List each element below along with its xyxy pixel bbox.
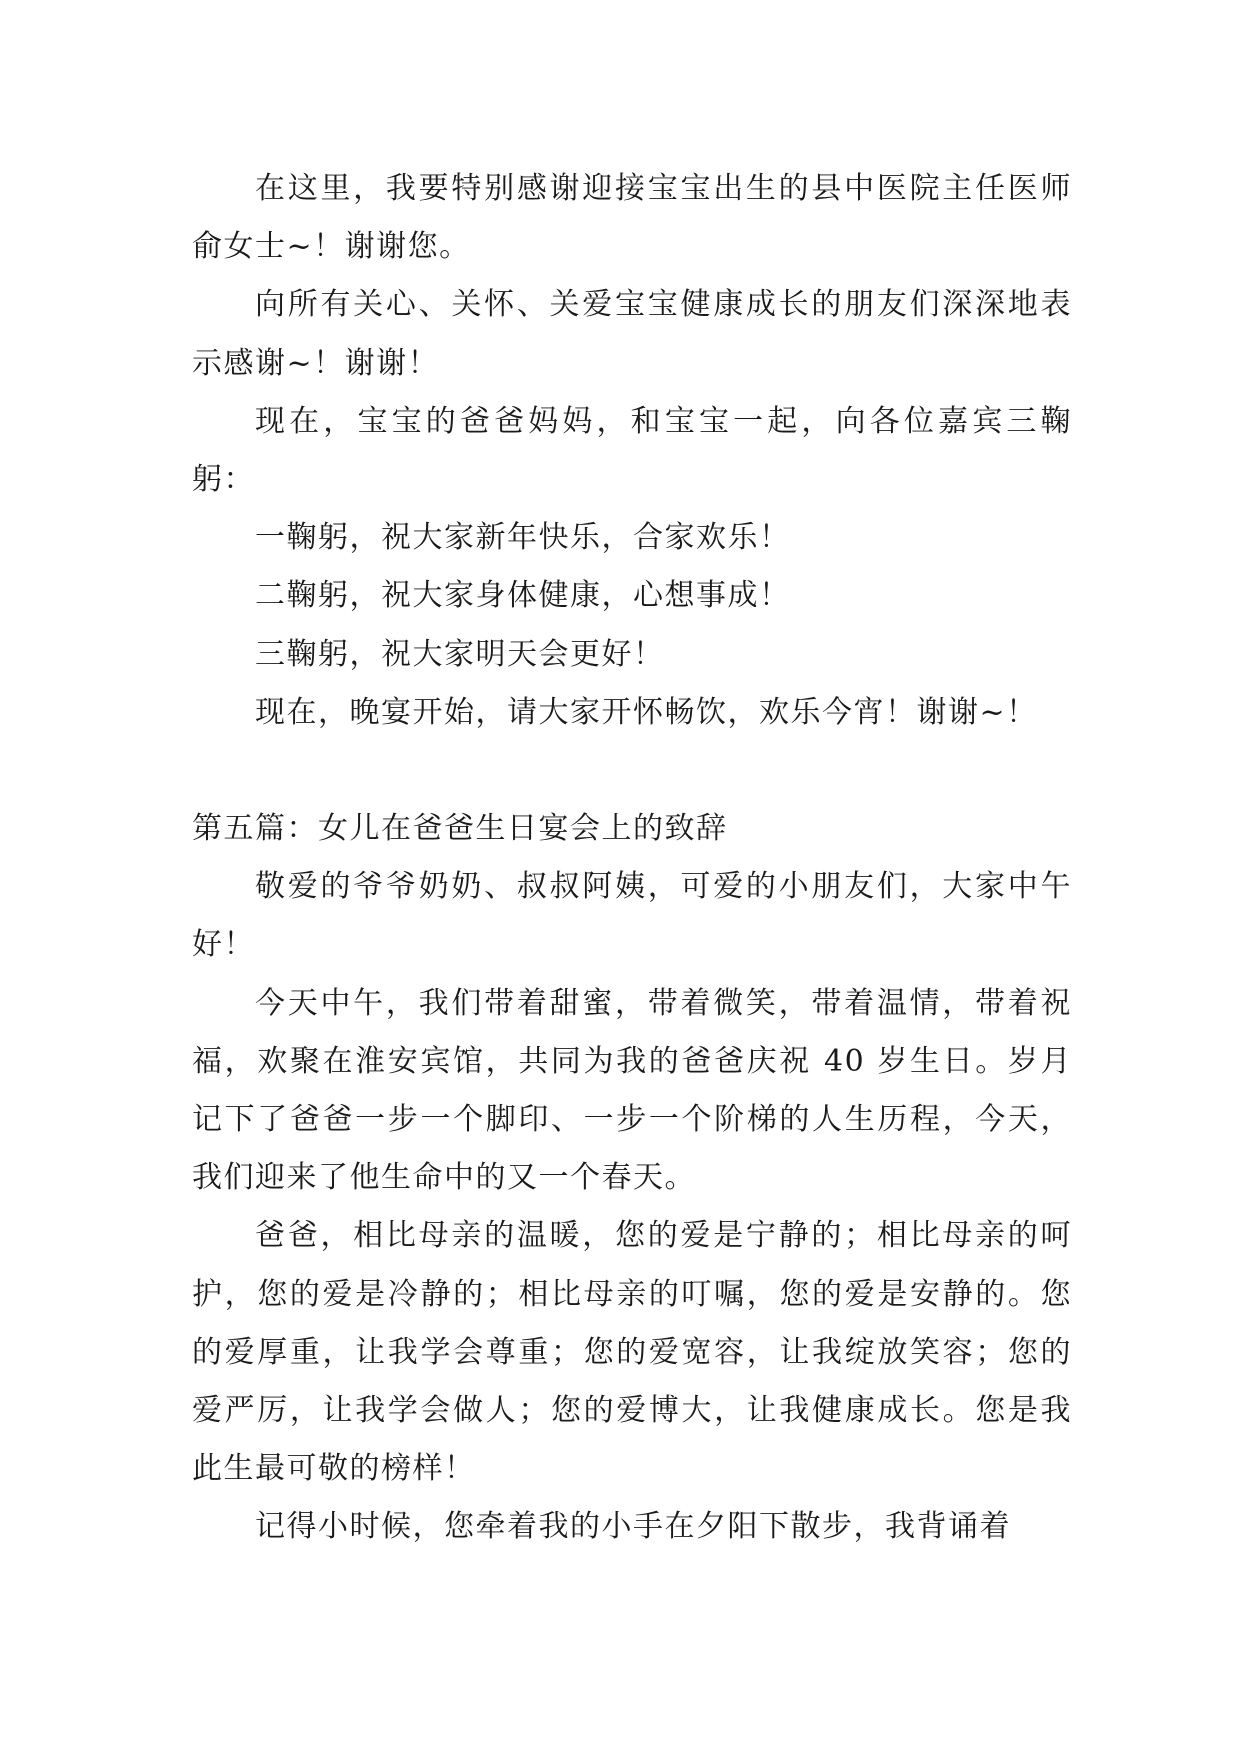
paragraph-first-bow: 一鞠躬，祝大家新年快乐，合家欢乐！ <box>255 520 791 556</box>
paragraph-three-bows: 现在，宝宝的爸爸妈妈，和宝宝一起，向各位嘉宾三鞠躬： <box>192 403 1072 498</box>
paragraph-banquet-start: 现在，晚宴开始，请大家开怀畅饮，欢乐今宵！谢谢~！ <box>255 694 1038 730</box>
paragraph-thanks-doctor: 在这里，我要特别感谢迎接宝宝出生的县中医院主任医师俞女士~！谢谢您。 <box>192 171 1072 265</box>
paragraph-father-love: 爸爸，相比母亲的温暖，您的爱是宁静的；相比母亲的呵护，您的爱是冷静的；相比母亲的叮嘱，您的爱是安静的。您的爱厚重，让我学会尊重；您的爱宽容，让我绽放笑容；您的爱严厉，让我学会做人；您的爱博大，让我健康成长。您是我此生最可敬的榜样！ <box>192 1218 1072 1487</box>
paragraph-second-bow: 二鞠躬，祝大家身体健康，心想事成！ <box>255 578 791 614</box>
section-heading: 第五篇：女儿在爸爸生日宴会上的致辞 <box>192 811 728 847</box>
paragraph-third-bow: 三鞠躬，祝大家明天会更好！ <box>255 636 665 672</box>
paragraph-celebration: 今天中午，我们带着甜蜜，带着微笑，带着温情，带着祝福，欢聚在淮安宾馆，共同为我的爸爸庆祝 40 岁生日。岁月记下了爸爸一步一个脚印、一步一个阶梯的人生历程，今天，我们迎来了他生命中的又一个春天。 <box>192 985 1072 1196</box>
paragraph-greeting: 敬爱的爷爷奶奶、叔叔阿姨，可爱的小朋友们，大家中午好！ <box>192 869 1072 963</box>
paragraph-thanks-friends: 向所有关心、关怀、关爱宝宝健康成长的朋友们深深地表示感谢~！谢谢！ <box>192 287 1072 381</box>
paragraph-childhood-memory: 记得小时候，您牵着我的小手在夕阳下散步，我背诵着 <box>255 1509 1011 1545</box>
document-body <box>192 160 1072 1557</box>
